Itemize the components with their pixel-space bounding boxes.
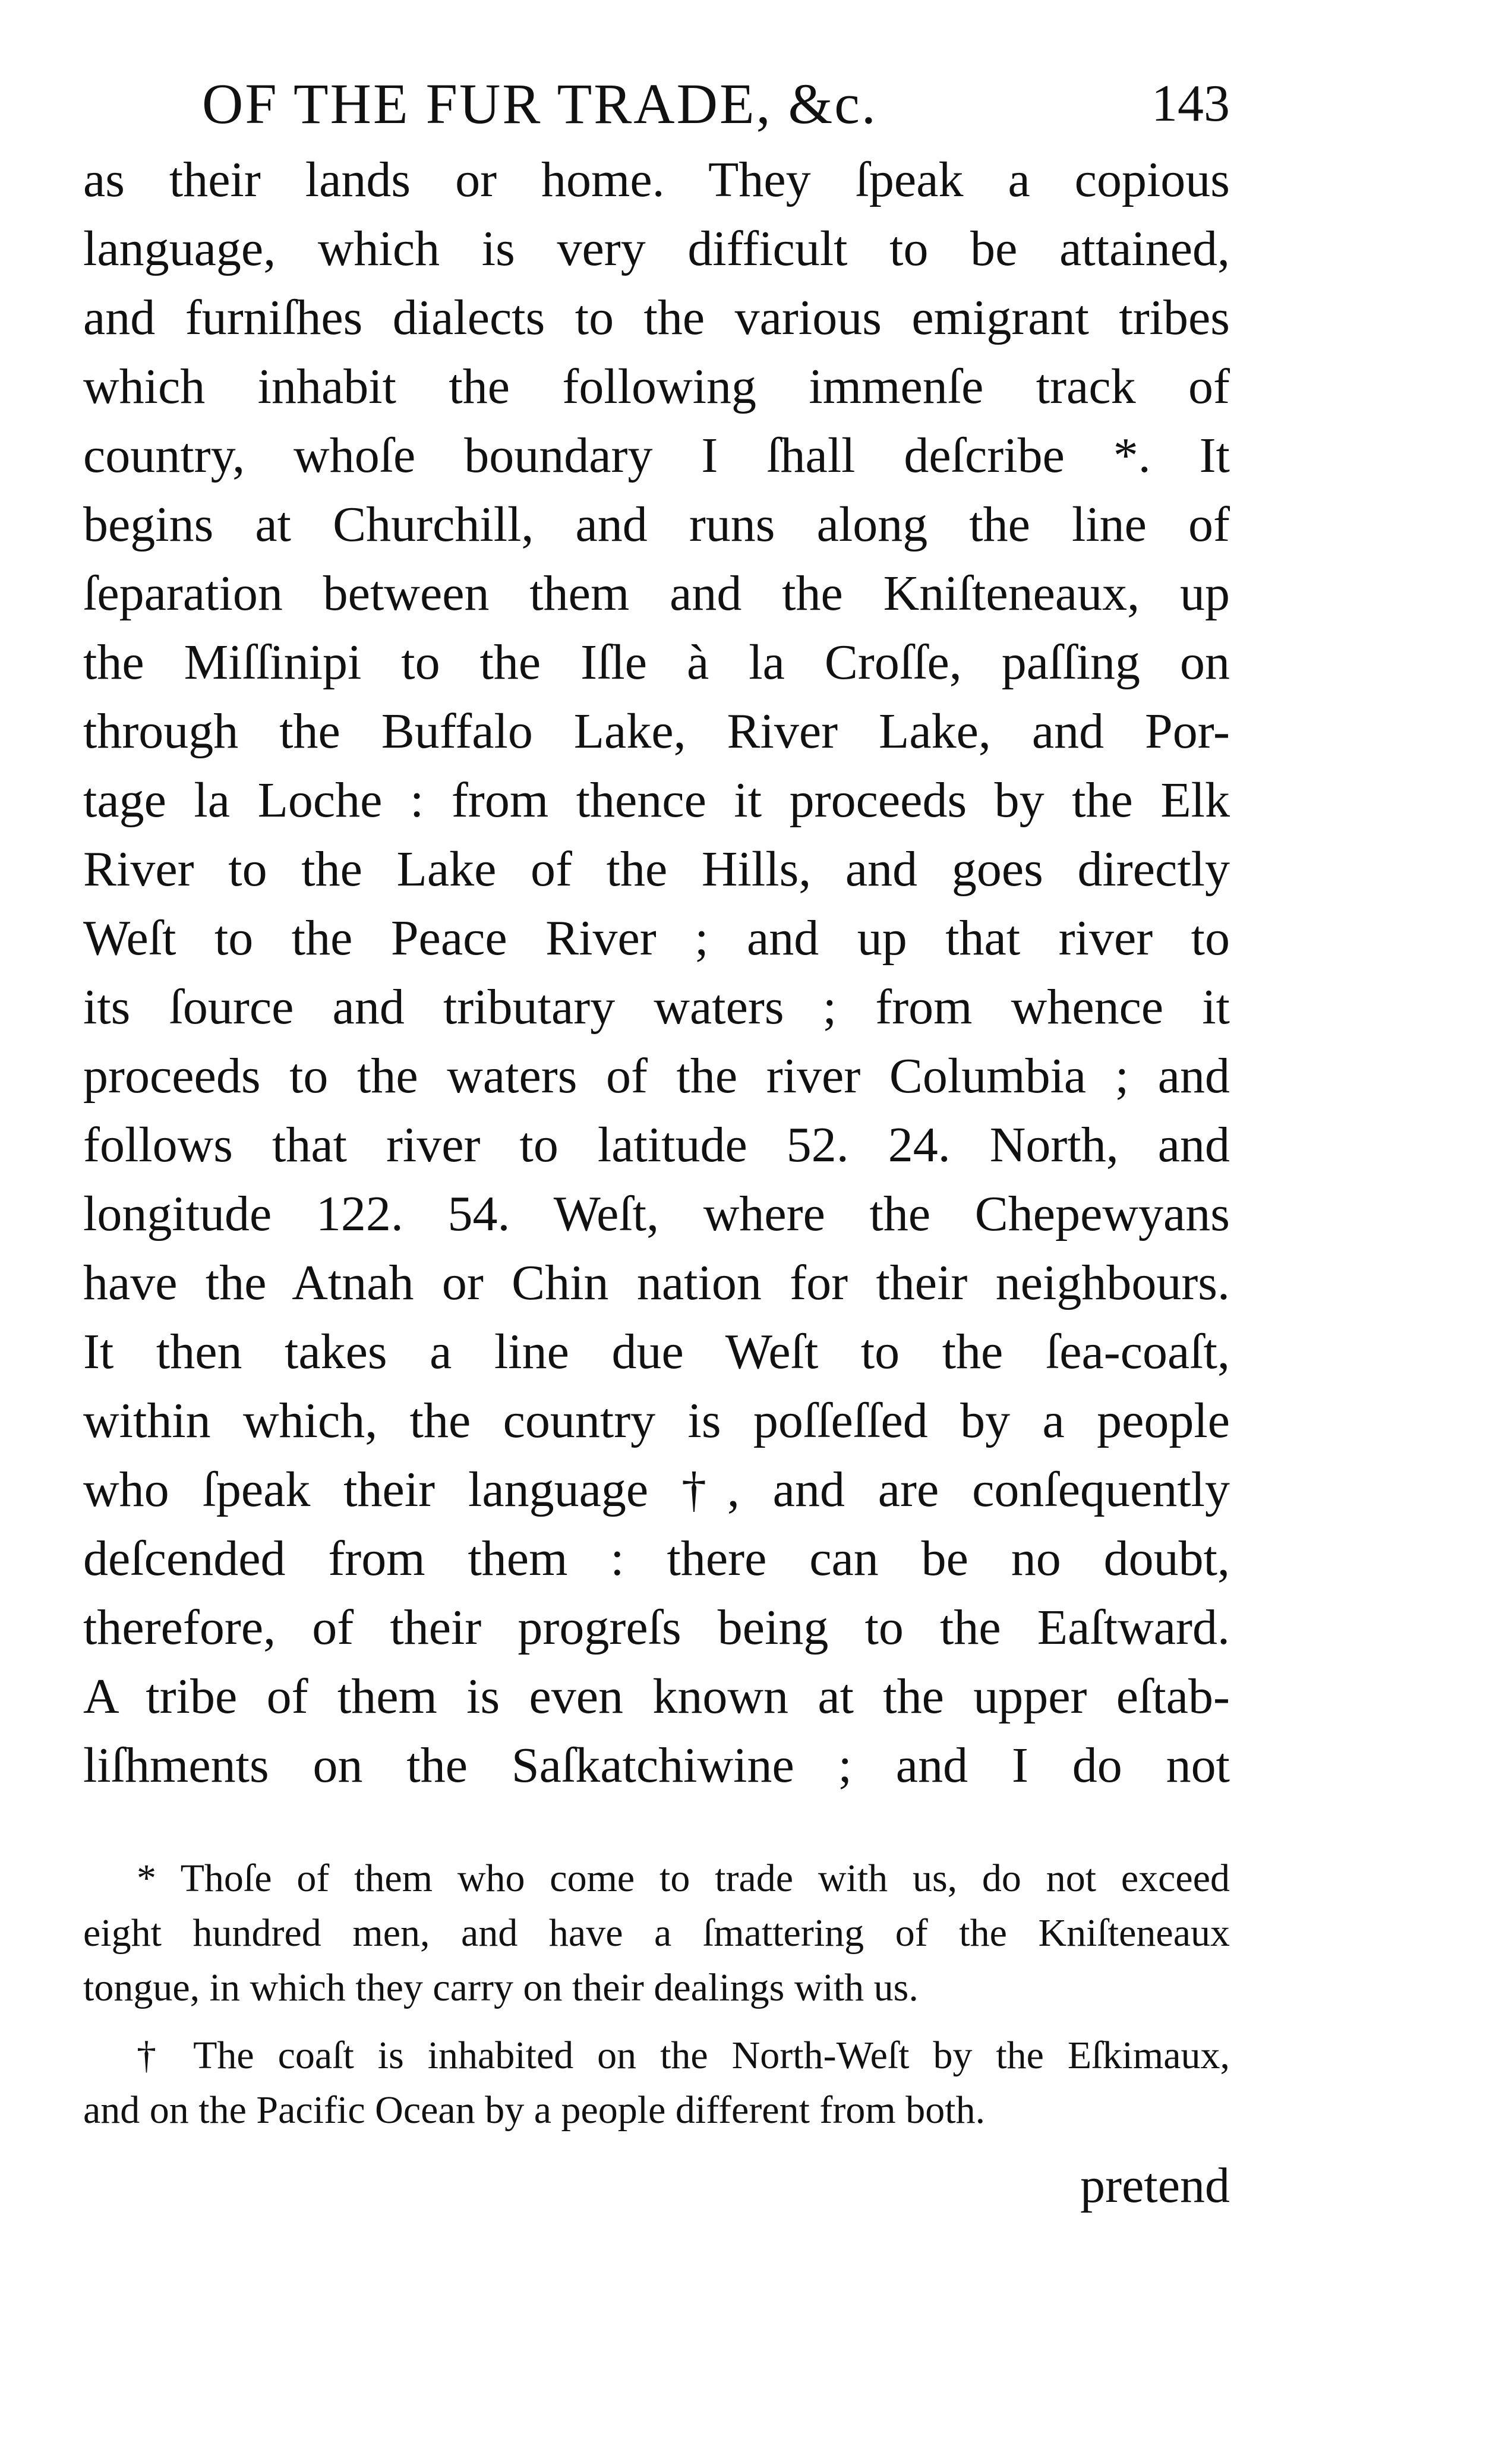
text-line: country, whoſe boundary I ſhall deſcribe *. It — [83, 428, 1230, 483]
footnote-asterisk — [83, 1851, 1230, 2015]
text-line: within which, the country is poſſeſſed by a people — [83, 1393, 1230, 1448]
text-line: therefore, of their progreſs being to the Eaſtward. — [83, 1600, 1230, 1655]
footnote-line: and on the Pacific Ocean by a people different from both. — [83, 2088, 986, 2132]
text-line: ſeparation between them and the Kniſteneaux, up — [83, 566, 1230, 621]
text-line: deſcended from them : there can be no doubt, — [83, 1531, 1230, 1586]
text-line: Weſt to the Peace River ; and up that river to — [83, 910, 1230, 966]
text-line: its ſource and tributary waters ; from whence it — [83, 979, 1230, 1035]
page-number: 143 — [1151, 75, 1230, 133]
text-line: as their lands or home. They ſpeak a copious — [83, 152, 1230, 207]
footnote-line: eight hundred men, and have a ſmattering of the Kniſteneaux — [83, 1911, 1230, 1955]
text-line: through the Buffalo Lake, River Lake, and Por- — [83, 704, 1230, 759]
footnote-line: * Thoſe of them who come to trade with us, do not exceed — [137, 1857, 1230, 1900]
body-text — [83, 146, 1230, 1800]
footnote-line: † The coaſt is inhabited on the North-Weſt by the Eſkimaux, — [137, 2034, 1230, 2077]
text-line: follows that river to latitude 52. 24. North, and — [83, 1117, 1230, 1173]
text-line: liſhments on the Saſkatchiwine ; and I do not — [83, 1738, 1230, 1793]
text-line: who ſpeak their language †, and are conſequently — [83, 1462, 1230, 1517]
text-line: the Miſſinipi to the Iſle à la Croſſe, paſſing on — [83, 635, 1230, 690]
catchword: pretend — [1080, 2158, 1230, 2213]
text-line: It then takes a line due Weſt to the ſea-coaſt, — [83, 1324, 1230, 1379]
text-line: longitude 122. 54. Weſt, where the Chepewyans — [83, 1186, 1230, 1242]
text-line: have the Atnah or Chin nation for their neighbours. — [83, 1255, 1230, 1310]
text-line: proceeds to the waters of the river Columbia ; and — [83, 1048, 1230, 1104]
footnotes — [83, 1851, 1230, 2138]
text-line: River to the Lake of the Hills, and goes directly — [83, 842, 1230, 897]
footnote-spacer — [83, 2015, 1230, 2028]
text-line: tage la Loche : from thence it proceeds by the Elk — [83, 773, 1230, 828]
page-header — [202, 65, 1230, 143]
running-title: OF THE FUR TRADE, &c. — [202, 72, 878, 136]
text-line: language, which is very difficult to be attained, — [83, 221, 1230, 276]
footnote-line: tongue, in which they carry on their dealings with us. — [83, 1966, 919, 2009]
footnote-dagger — [83, 2028, 1230, 2138]
text-line: A tribe of them is even known at the upper eſtab- — [83, 1669, 1230, 1724]
text-line: which inhabit the following immenſe track of — [83, 359, 1230, 414]
text-line: begins at Churchill, and runs along the line of — [83, 497, 1230, 552]
text-line: and furniſhes dialects to the various emigrant tribes — [83, 290, 1230, 345]
